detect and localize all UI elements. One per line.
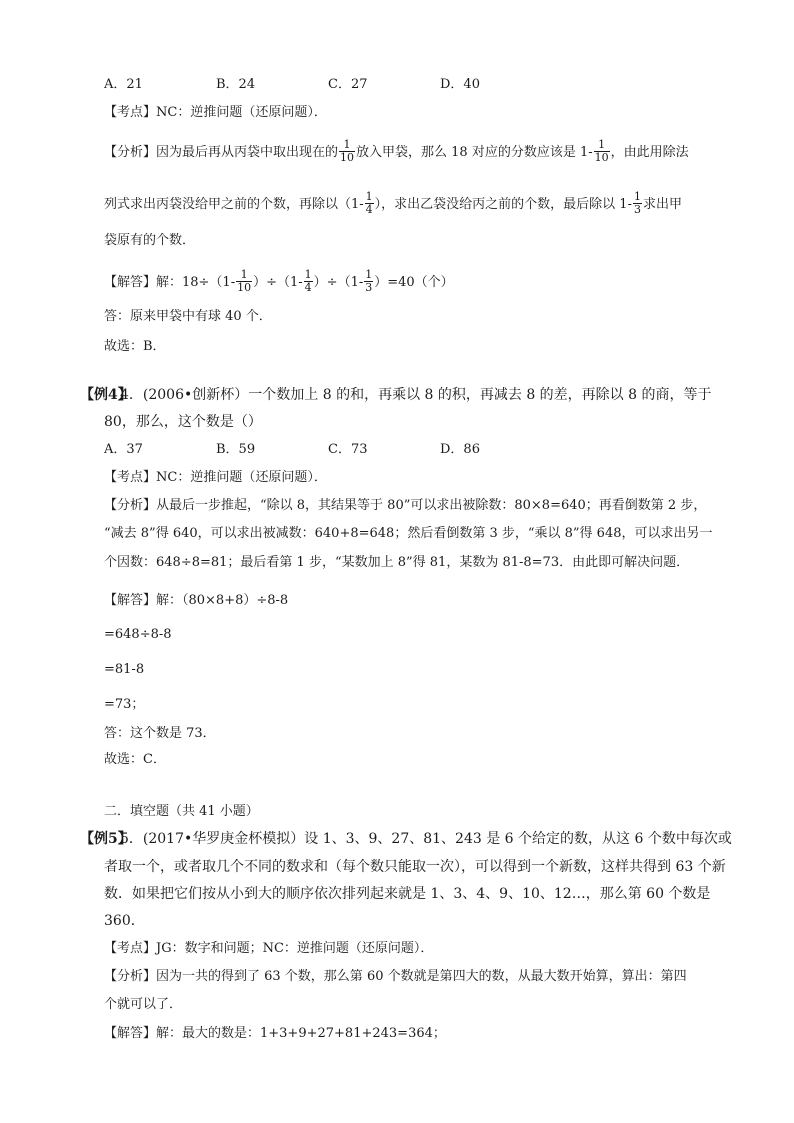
q3-kaodian: 【考点】NC：逆推问题（还原问题）． [104,105,327,120]
q4-fenxi-line2: “减去 8”得 640，可以求出被减数：640+8=648；然后看倒数第 3 步，“乘以 8”得 648，可以求出另一 [104,526,713,541]
q3-answer: 答：原来甲袋中有球 40 个． [104,309,272,324]
q4-option-d: D．86 [440,442,480,457]
fraction [594,139,610,164]
q5-fenxi-line1: 【分析】因为一共的得到了 63 个数，那么第 60 个数就是第四大的数，从最大数开始算，算出：第四 [104,969,687,984]
section-heading: 二．填空题（共 41 小题） [104,804,259,819]
q4-stem-line2: 80，那么，这个数是（） [104,414,262,430]
q4-stem-line1: 4．(2006•创新杯）一个数加上 8 的和，再乘以 8 的积，再减去 8 的差，再除以 8 的商，等于 [120,387,712,403]
denominator: 4 [365,203,373,216]
q5-kaodian: 【考点】JG：数字和问题；NC：逆推问题（还原问题）． [104,941,434,956]
q4-jieda: 【解答】解：（80×8+8）÷8-8 [104,593,289,608]
denominator: 3 [633,203,641,216]
text: 【分析】因为最后再从丙袋中取出现在的 [104,145,339,160]
q3-option-b: B．24 [216,77,256,92]
numerator: 1 [304,268,312,281]
q5-tag: 【例5】 [80,831,132,847]
numerator: 1 [594,139,610,152]
q3-fenxi-line3: 袋原有的个数． [104,233,196,248]
q5-stem-line1: 5．(2017•华罗庚金杯模拟）设 1、3、9、27、81、243 是 6 个给定的数，从这 6 个数中每次或 [120,831,732,847]
denominator: 10 [340,151,355,164]
q4-option-b: B．59 [216,442,256,457]
q3-fenxi-line1 [104,140,689,165]
text: 放入甲袋，那么 18 对应的分数应该是 1- [356,145,593,160]
denominator: 10 [237,281,252,294]
text: 求出甲 [642,197,682,212]
q4-step-3: =73； [104,697,145,712]
q3-fenxi-line2 [104,192,682,217]
denominator: 10 [594,151,609,164]
text: 列式求出丙袋没给甲之前的个数，再除以（1- [104,197,364,212]
q5-fenxi-line2: 个就可以了． [104,997,183,1012]
numerator: 1 [236,269,252,282]
numerator: 1 [365,268,373,281]
q5-stem-line3: 数．如果把它们按从小到大的顺序依次排列起来就是 1、3、4、9、10、12…，那么第 60 个数是 [104,886,711,902]
text: ，由此用除法 [610,145,689,160]
text: ）=40（个） [374,275,454,290]
denominator: 4 [304,281,312,294]
fraction [304,269,313,294]
fraction [339,139,355,164]
q4-tag: 【例4】 [80,387,132,403]
q5-stem-line2: 者取一个，或者取几个不同的数求和（每个数只能取一次），可以得到一个新数，这样共得到 63 个新 [104,859,726,875]
q4-kaodian: 【考点】NC：逆推问题（还原问题）． [104,470,327,485]
fraction [365,191,374,216]
q4-fenxi-line3: 个因数：648÷8=81；最后看第 1 步，“某数加上 8”得 81，某数为 81-8=73．由此即可解决问题． [104,555,690,570]
q3-option-c: C．27 [328,77,368,92]
denominator: 3 [365,281,373,294]
q4-fenxi-line1: 【分析】从最后一步推起，“除以 8，其结果等于 80”可以求出被除数：80×8=640；再看倒数第 2 步， [104,498,707,513]
numerator: 1 [339,139,355,152]
text: ）÷（1- [313,275,364,290]
q4-option-a: A．37 [104,442,143,457]
fraction [236,269,252,294]
numerator: 1 [365,190,373,203]
fraction [364,269,373,294]
q4-step-2: =81-8 [104,662,145,677]
text: ），求出乙袋没给丙之前的个数，最后除以 1- [374,197,632,212]
q3-choice: 故选：B． [104,339,166,354]
q3-jieda [104,270,454,295]
text: 【解答】解：18÷（1- [104,275,236,290]
q3-option-d: D．40 [440,77,480,92]
q3-option-a: A．21 [104,77,143,92]
q4-choice: 故选：C． [104,752,166,767]
q5-jieda: 【解答】解：最大的数是：1+3+9+27+81+243=364； [104,1026,446,1041]
q5-stem-line4: 360． [104,913,145,929]
fraction [633,191,642,216]
q4-option-c: C．73 [328,442,368,457]
q4-answer: 答：这个数是 73． [104,726,216,741]
text: ）÷（1- [253,275,303,290]
numerator: 1 [633,190,641,203]
q4-step-1: =648÷8-8 [104,627,172,642]
